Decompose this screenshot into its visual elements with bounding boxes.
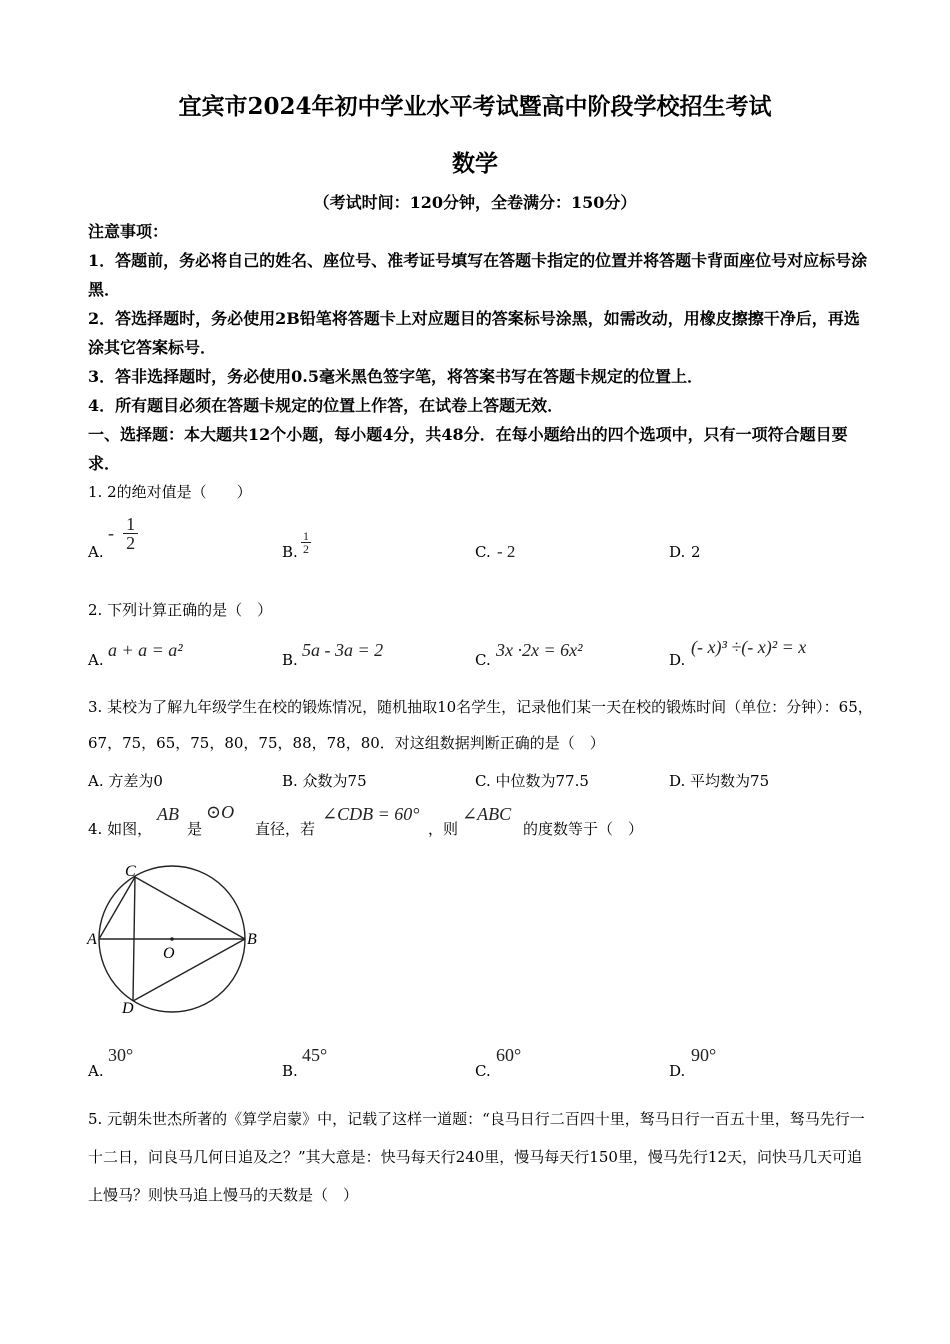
q1-option-a-label: A. (88, 543, 104, 561)
label-a: A (87, 931, 97, 948)
q2-option-b: 5a - 3a = 2 (302, 640, 384, 660)
q4-stem-angle-ask: ∠ABC (462, 804, 512, 824)
section-1-heading: 一、选择题：本大题共12个小题，每小题4分，共48分．在每小题给出的四个选项中，只有一项符合题目要求． (88, 425, 848, 473)
exam-title: 宜宾市2024年初中学业水平考试暨高中阶段学校招生考试 (178, 93, 772, 120)
q4-option-a: 30° (108, 1045, 134, 1065)
label-d: D (122, 1000, 134, 1017)
q3-option-a: A. 方差为0 (88, 772, 163, 790)
question-1-stem: 1. 2的绝对值是（ ） (88, 483, 252, 501)
question-3-stem: 3. 某校为了解九年级学生在校的锻炼情况，随机抽取10名学生，记录他们某一天在校的锻炼时间（单位：分钟）：65，67，75，65，75，80，75，88，78，80．对这组数据判断正确的是（ ） (88, 698, 873, 752)
q4-stem-diam: 直径，若 (255, 820, 316, 838)
q4-stem-angle-cond: ∠CDB = 60° (322, 804, 420, 824)
segment-db (133, 939, 245, 1001)
label-b: B (247, 931, 257, 948)
q2-option-a: a + a = a² (108, 640, 183, 660)
q4-stem-ab: AB (157, 804, 179, 824)
question-2-stem: 2. 下列计算正确的是（ ） (88, 601, 273, 619)
q4-option-c-label: C. (475, 1062, 491, 1080)
segment-cb (135, 877, 245, 939)
q4-stem-circle: ⊙O (206, 802, 235, 822)
q4-option-a-label: A. (88, 1062, 104, 1080)
notes-heading: 注意事项： (88, 222, 169, 241)
q4-option-b-label: B. (282, 1062, 298, 1080)
q4-stem-is: 是 (187, 820, 203, 838)
q4-option-c: 60° (496, 1045, 522, 1065)
q1-option-c-label: C. (475, 543, 491, 561)
note-item-4: 4．所有题目必须在答题卡规定的位置上作答，在试卷上答题无效． (88, 396, 564, 415)
q4-circle-figure (80, 855, 280, 1025)
q1-option-d-label: D. (669, 543, 686, 561)
note-item-2: 2．答选择题时，务必使用2B铅笔将答题卡上对应题目的答案标号涂黑，如需改动，用橡皮擦擦干净后，再选涂其它答案标号． (88, 309, 860, 357)
q3-option-d: D. 平均数为75 (669, 772, 770, 790)
q4-stem-prefix: 4. 如图， (88, 820, 153, 838)
question-5-stem: 5. 元朝朱世杰所著的《算学启蒙》中，记载了这样一道题：“良马日行二百四十里，驽马日行一百五十里，驽马先行一十二日，问良马几何日追及之？”其大意是：快马每天行240里，慢马每天行150里，慢马先行12天，问快马几天可追上慢马？则快马追上慢马的天数是（ ） (88, 1110, 865, 1204)
segment-cd (133, 877, 135, 1001)
note-item-1: 1．答题前，务必将自己的姓名、座位号、准考证号填写在答题卡指定的位置并将答题卡背面座位号对应标号涂黑． (88, 251, 868, 299)
q4-stem-then: ，则 (428, 820, 459, 838)
q1-option-d: 2 (691, 543, 701, 561)
subject-title: 数学 (452, 150, 498, 177)
q2-option-a-label: A. (88, 651, 104, 669)
q2-option-d-label: D. (669, 651, 686, 669)
q2-option-c: 3x ·2x = 6x² (496, 640, 583, 660)
center-point-o (170, 937, 174, 941)
label-o: O (163, 945, 175, 962)
note-item-3: 3．答非选择题时，务必使用0.5毫米黑色签字笔，将答案书写在答题卡规定的位置上． (88, 367, 703, 386)
q1-option-c: - 2 (497, 542, 516, 561)
label-c: C (125, 863, 136, 880)
q1-option-b: $\frac{1}{2}$ (303, 529, 309, 556)
q2-option-d: (- x)³ ÷(- x)² = x (691, 637, 807, 657)
q2-option-c-label: C. (475, 651, 491, 669)
q4-option-d: 90° (691, 1045, 717, 1065)
q3-option-c: C. 中位数为77.5 (475, 772, 589, 790)
q4-option-d-label: D. (669, 1062, 686, 1080)
q4-stem-suffix: 的度数等于（ ） (523, 820, 644, 838)
q4-option-b: 45° (302, 1045, 328, 1065)
q1-option-b-label: B. (282, 543, 298, 561)
segment-ca (99, 877, 135, 939)
q1-option-a: - $\frac{1}{2}$ (108, 515, 138, 552)
q2-option-b-label: B. (282, 651, 298, 669)
exam-info: （考试时间：120分钟，全卷满分：150分） (313, 193, 637, 212)
q3-option-b: B. 众数为75 (282, 772, 367, 790)
